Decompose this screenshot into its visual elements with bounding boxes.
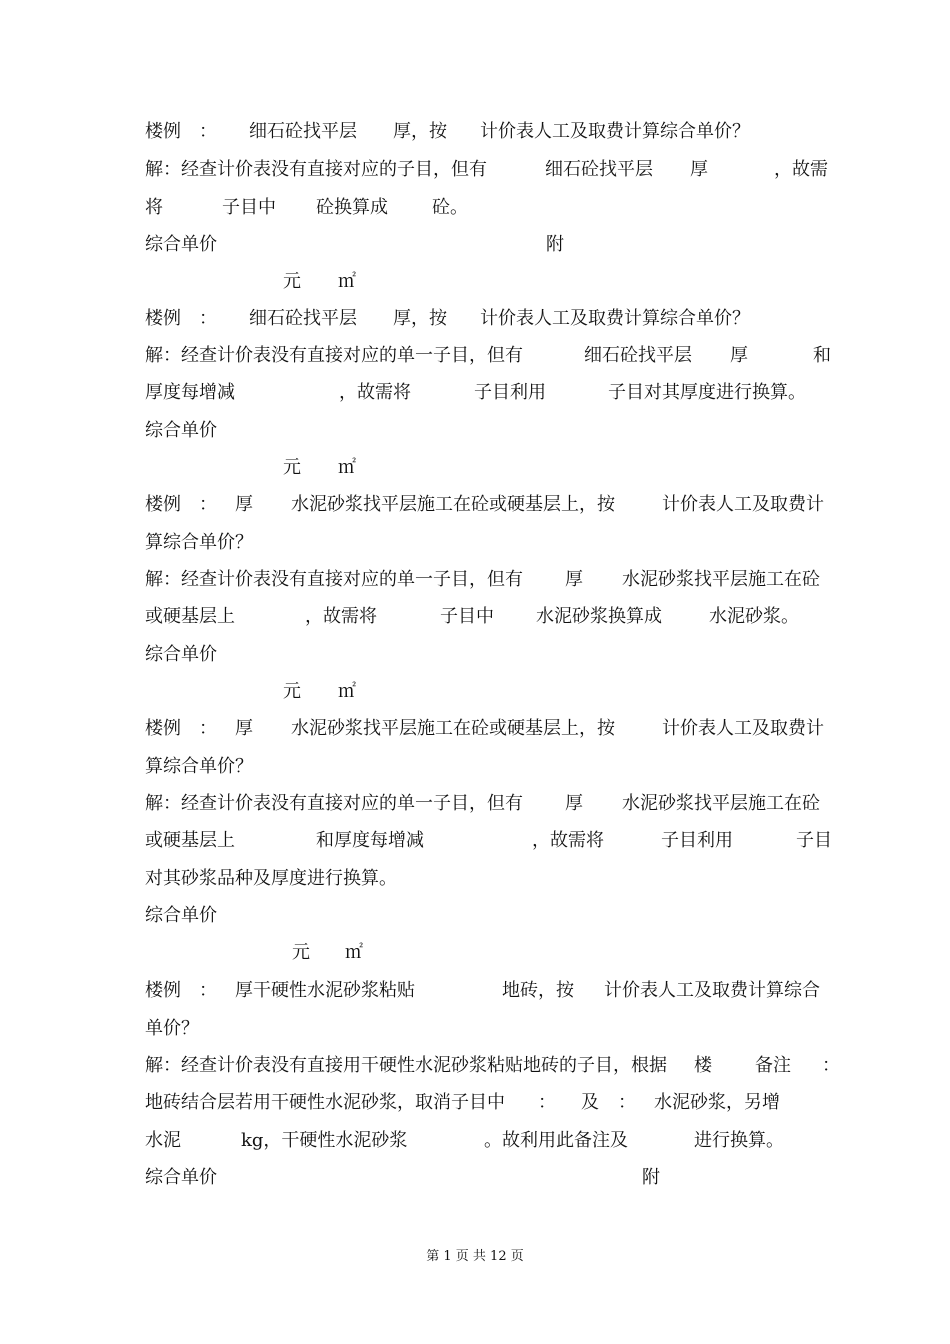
text-segment: 水泥砂浆找平层施工在砼 <box>622 569 820 590</box>
text-segment: 水泥 <box>145 1130 181 1151</box>
text-segment: 楼 <box>694 1055 712 1076</box>
text-segment: 地砖结合层若用干硬性水泥砂浆，取消子目中 <box>145 1092 505 1113</box>
text-segment: 子目利用 <box>474 382 546 403</box>
text-segment: 地砖，按 <box>502 980 574 1001</box>
text-segment: 或硬基层上 <box>145 830 235 851</box>
text-segment: ： <box>538 1092 556 1113</box>
text-segment: 砼换算成 <box>316 197 388 218</box>
text-segment: 附 <box>642 1167 660 1188</box>
text-segment: 计价表人工及取费计算综合单价？ <box>480 121 750 142</box>
text-segment: ㎡ <box>338 457 356 478</box>
text-segment: 综合单价 <box>145 644 217 665</box>
text-segment: 解：经查计价表没有直接对应的单一子目，但有 <box>145 569 523 590</box>
text-segment: 厚 <box>565 569 583 590</box>
text-segment: ： <box>199 980 217 1001</box>
text-segment: 将 <box>145 197 163 218</box>
text-segment: 计价表人工及取费计算综合单价？ <box>480 308 750 329</box>
text-segment: 计价表人工及取费计 <box>662 494 824 515</box>
text-segment: ： <box>199 718 217 739</box>
text-segment: 厚度每增减 <box>145 382 235 403</box>
text-segment: ㎡ <box>345 942 363 963</box>
text-segment: 。故利用此备注及 <box>484 1130 628 1151</box>
text-segment: 解：经查计价表没有直接对应的单一子目，但有 <box>145 793 523 814</box>
text-segment: 细石砼找平层 <box>249 121 357 142</box>
text-segment: 厚 <box>565 793 583 814</box>
text-segment: 楼例 <box>145 308 181 329</box>
text-segment: 算综合单价？ <box>145 532 253 553</box>
text-segment: 子目中 <box>222 197 276 218</box>
text-segment: 水泥砂浆找平层施工在砼或硬基层上，按 <box>291 494 615 515</box>
text-segment: 楼例 <box>145 494 181 515</box>
text-segment: 对其砂浆品种及厚度进行换算。 <box>145 868 397 889</box>
text-segment: 或硬基层上 <box>145 606 235 627</box>
text-segment: 楼例 <box>145 718 181 739</box>
text-segment: 单价？ <box>145 1018 199 1039</box>
text-segment: 和 <box>813 345 831 366</box>
text-segment: ，故需 <box>774 159 828 180</box>
text-segment: 综合单价 <box>145 905 217 926</box>
text-segment: 楼例 <box>145 121 181 142</box>
text-segment: 算综合单价？ <box>145 756 253 777</box>
text-segment: ，故需将 <box>339 382 411 403</box>
text-segment: 计价表人工及取费计 <box>662 718 824 739</box>
text-segment: 水泥砂浆，另增 <box>654 1092 780 1113</box>
text-segment: 细石砼找平层 <box>584 345 692 366</box>
text-segment: 水泥砂浆换算成 <box>536 606 662 627</box>
text-segment: 子目利用 <box>661 830 733 851</box>
text-segment: 和厚度每增减 <box>316 830 424 851</box>
text-segment: 厚，按 <box>393 308 447 329</box>
text-segment: 元 <box>283 271 301 292</box>
text-segment: 厚 <box>235 718 253 739</box>
page-footer: 第 1 页 共 12 页 <box>426 1249 524 1264</box>
text-segment: 楼例 <box>145 980 181 1001</box>
text-segment: 解：经查计价表没有直接对应的单一子目，但有 <box>145 345 523 366</box>
text-segment: kg，干硬性水泥砂浆 <box>241 1130 408 1151</box>
text-segment: 水泥砂浆。 <box>709 606 799 627</box>
text-segment: 解：经查计价表没有直接用干硬性水泥砂浆粘贴地砖的子目，根据 <box>145 1055 667 1076</box>
text-segment: 附 <box>546 234 564 255</box>
text-segment: 厚 <box>690 159 708 180</box>
text-segment: 水泥砂浆找平层施工在砼或硬基层上，按 <box>291 718 615 739</box>
text-segment: 厚 <box>730 345 748 366</box>
text-segment: 水泥砂浆找平层施工在砼 <box>622 793 820 814</box>
text-segment: ： <box>822 1055 840 1076</box>
text-segment: 及 <box>581 1092 599 1113</box>
text-segment: 综合单价 <box>145 420 217 441</box>
text-segment: 综合单价 <box>145 234 217 255</box>
text-segment: 厚，按 <box>393 121 447 142</box>
text-segment: 解：经查计价表没有直接对应的子目，但有 <box>145 159 487 180</box>
text-segment: 备注 <box>755 1055 791 1076</box>
text-segment: ，故需将 <box>532 830 604 851</box>
text-segment: ： <box>199 494 217 515</box>
text-segment: 计价表人工及取费计算综合 <box>604 980 820 1001</box>
text-segment: 元 <box>292 942 310 963</box>
text-segment: 厚干硬性水泥砂浆粘贴 <box>235 980 415 1001</box>
text-segment: ，故需将 <box>305 606 377 627</box>
text-segment: ： <box>618 1092 636 1113</box>
text-segment: 厚 <box>235 494 253 515</box>
text-segment: ㎡ <box>338 681 356 702</box>
text-segment: ㎡ <box>338 271 356 292</box>
text-segment: 进行换算。 <box>694 1130 784 1151</box>
text-segment: 子目中 <box>440 606 494 627</box>
text-segment: 子目 <box>796 830 832 851</box>
text-segment: 子目对其厚度进行换算。 <box>608 382 806 403</box>
text-segment: 元 <box>283 457 301 478</box>
text-segment: 元 <box>283 681 301 702</box>
text-segment: 细石砼找平层 <box>545 159 653 180</box>
text-segment: 砼。 <box>432 197 468 218</box>
text-segment: ： <box>199 121 217 142</box>
text-segment: ： <box>199 308 217 329</box>
text-segment: 细石砼找平层 <box>249 308 357 329</box>
text-segment: 综合单价 <box>145 1167 217 1188</box>
